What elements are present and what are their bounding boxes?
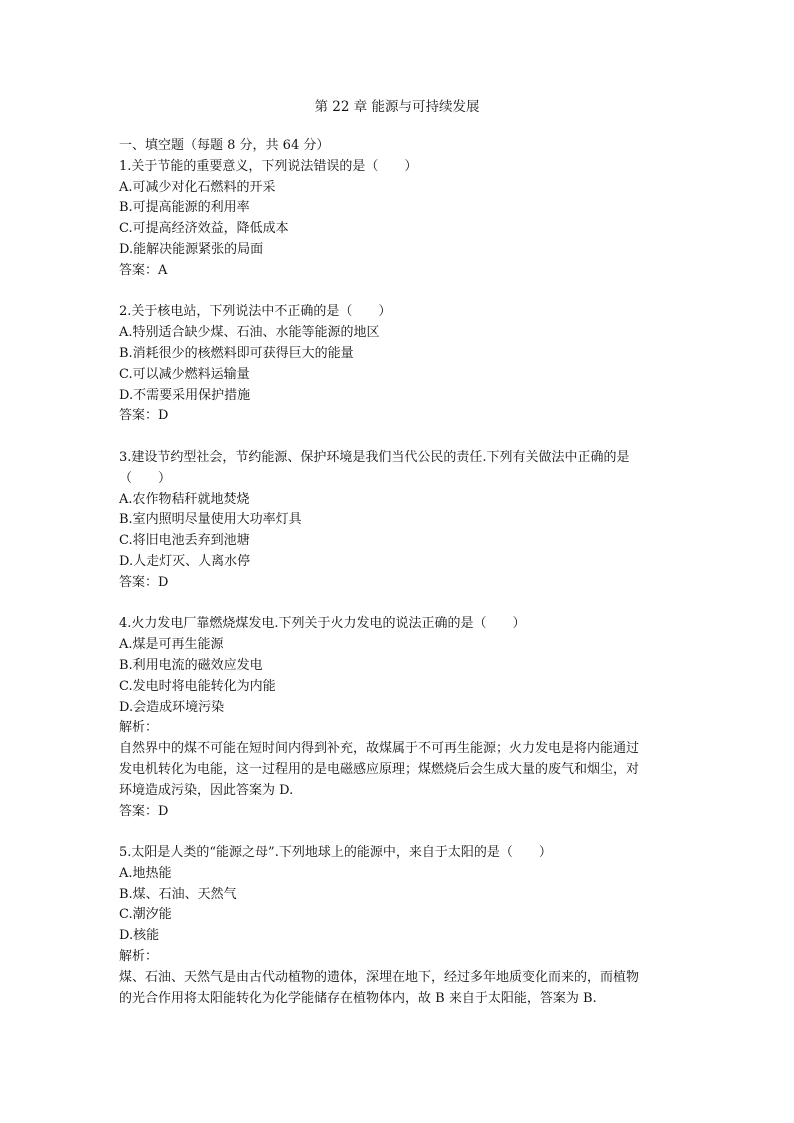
option-a: A.煤是可再生能源	[119, 637, 224, 653]
option-a: A.地热能	[119, 865, 172, 881]
question-stem: 5.太阳是人类的“能源之母”.下列地球上的能源中，来自于太阳的是（ ）	[119, 845, 552, 861]
option-c: C.将旧电池丢弃到池塘	[119, 533, 250, 549]
analysis-text-line: 环境造成污染，因此答案为 D.	[119, 782, 294, 798]
option-a: A.农作物秸秆就地焚烧	[119, 491, 250, 507]
option-b: B.可提高能源的利用率	[119, 200, 250, 216]
question-stem: 1.关于节能的重要意义，下列说法错误的是（ ）	[119, 158, 418, 174]
option-c: C.可提高经济效益，降低成本	[119, 221, 289, 237]
question-2	[119, 302, 679, 427]
spacer	[119, 822, 679, 843]
spacer	[119, 427, 679, 448]
option-b: B.利用电流的磁效应发电	[119, 657, 263, 673]
analysis-label: 解析：	[119, 949, 159, 965]
option-c: C.可以减少燃料运输量	[119, 366, 250, 382]
option-a: A.可减少对化石燃料的开采	[119, 179, 276, 195]
analysis-text-line: 自然界中的煤不可能在短时间内得到补充，故煤属于不可再生能源；火力发电是将内能通过	[119, 741, 640, 757]
option-c: C.发电时将电能转化为内能	[119, 678, 276, 694]
option-a: A.特别适合缺少煤、石油、水能等能源的地区	[119, 325, 380, 341]
question-stem: 2.关于核电站，下列说法中不正确的是（ ）	[119, 304, 392, 320]
question-4	[119, 614, 679, 822]
option-d: D.不需要采用保护措施	[119, 387, 251, 403]
option-b: B.室内照明尽量使用大功率灯具	[119, 512, 302, 528]
answer: 答案：D	[119, 574, 169, 590]
spacer	[119, 282, 679, 303]
option-d: D.人走灯灭、人离水停	[119, 553, 251, 569]
analysis-label: 解析：	[119, 720, 159, 736]
question-stem: 3.建设节约型社会，节约能源、保护环境是我们当代公民的责任.下列有关做法中正确的是	[119, 449, 630, 465]
spacer	[119, 594, 679, 615]
answer: 答案：A	[119, 262, 168, 278]
option-b: B.煤、石油、天然气	[119, 886, 237, 902]
question-stem-continued: （ ）	[119, 470, 172, 486]
section-heading: 一、填空题（每题 8 分，共 64 分）	[119, 138, 330, 153]
option-d: D.核能	[119, 928, 160, 944]
analysis-text-line: 发电机转化为电能，这一过程用的是电磁感应原理；煤燃烧后会生成大量的废气和烟尘，对	[119, 761, 640, 777]
answer: 答案：D	[119, 408, 169, 424]
option-b: B.消耗很少的核燃料即可获得巨大的能量	[119, 345, 354, 361]
question-3	[119, 448, 679, 594]
page-title: 第 22 章 能源与可持续发展	[314, 99, 480, 115]
analysis-text-line: 煤、石油、天然气是由古代动植物的遗体，深埋在地下，经过多年地质变化而来的，而植物	[119, 969, 640, 985]
question-5	[119, 843, 679, 1009]
analysis-text-line: 的光合作用将太阳能转化为化学能储存在植物体内，故 B 来自于太阳能，答案为 B.	[119, 990, 597, 1006]
question-1	[119, 157, 679, 282]
question-stem: 4.火力发电厂靠燃烧煤发电.下列关于火力发电的说法正确的是（ ）	[119, 616, 526, 632]
option-c: C.潮汐能	[119, 907, 172, 923]
document-body	[119, 136, 679, 1009]
option-d: D.能解决能源紧张的局面	[119, 241, 264, 257]
option-d: D.会造成环境污染	[119, 699, 225, 715]
answer: 答案：D	[119, 803, 169, 819]
